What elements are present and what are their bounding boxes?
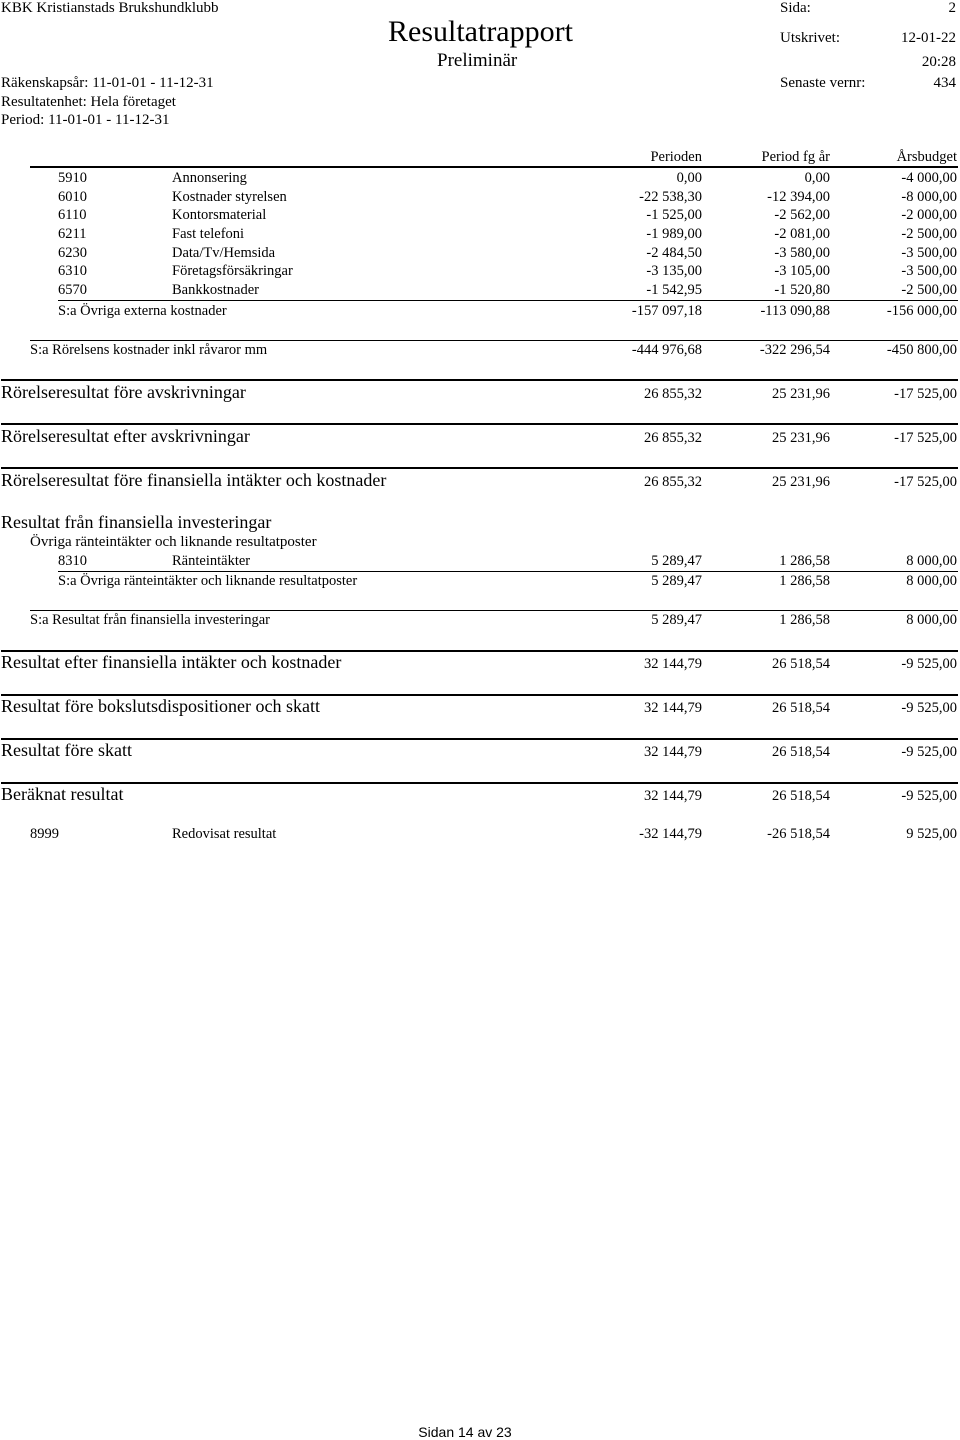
page-number: 2 bbox=[948, 0, 956, 16]
value-budget: -8 000,00 bbox=[901, 189, 957, 205]
account-code: 6570 bbox=[58, 282, 87, 298]
account-name: Bankkostnader bbox=[172, 282, 259, 298]
subtotal-label: S:a Övriga ränteintäkter och liknande resultatposter bbox=[58, 573, 358, 589]
table-row bbox=[0, 207, 960, 225]
total-label: Rörelseresultat före avskrivningar bbox=[1, 382, 246, 402]
account-name: Kontorsmaterial bbox=[172, 207, 267, 223]
value-prev-year: -113 090,88 bbox=[760, 303, 830, 319]
value-budget: -3 500,00 bbox=[901, 245, 957, 261]
subtotal-label: S:a Övriga externa kostnader bbox=[58, 303, 227, 319]
subtotal-row-operating-costs bbox=[0, 342, 960, 360]
value-budget: -2 000,00 bbox=[901, 207, 957, 223]
value-period: -3 135,00 bbox=[646, 263, 702, 279]
total-row-result-before-appropriations bbox=[0, 696, 960, 718]
result-unit: Resultatenhet: Hela företaget bbox=[1, 94, 176, 110]
subtotal-label: S:a Resultat från finansiella investeringar bbox=[30, 612, 270, 628]
value-period: -1 542,95 bbox=[646, 282, 702, 298]
account-code: 6010 bbox=[58, 189, 87, 205]
value-budget: -9 525,00 bbox=[901, 788, 957, 804]
value-period: 32 144,79 bbox=[644, 744, 702, 760]
account-name: Ränteintäkter bbox=[172, 553, 251, 569]
value-prev-year: 0,00 bbox=[804, 170, 830, 186]
value-budget: 8 000,00 bbox=[906, 553, 957, 569]
section-heading-financial: Resultat från finansiella investeringar bbox=[1, 512, 272, 532]
total-label: Resultat efter finansiella intäkter och kostnader bbox=[1, 652, 342, 672]
total-label: Rörelseresultat före finansiella intäkter och kostnader bbox=[1, 470, 387, 490]
total-row-result-before-tax bbox=[0, 740, 960, 762]
account-name: Annonsering bbox=[172, 170, 247, 186]
value-prev-year: 25 231,96 bbox=[772, 474, 830, 490]
value-budget: -17 525,00 bbox=[894, 386, 957, 402]
value-prev-year: -322 296,54 bbox=[759, 342, 830, 358]
printed-label: Utskrivet: bbox=[780, 30, 840, 46]
value-period: 5 289,47 bbox=[651, 612, 702, 628]
value-budget: -9 525,00 bbox=[901, 744, 957, 760]
table-row-reported-result bbox=[0, 826, 960, 844]
total-row-operating-after-depreciation bbox=[0, 426, 960, 448]
value-period: 0,00 bbox=[676, 170, 702, 186]
total-row-operating-before-financial bbox=[0, 470, 960, 492]
value-budget: -156 000,00 bbox=[886, 303, 957, 319]
total-label: Rörelseresultat efter avskrivningar bbox=[1, 426, 250, 446]
value-period: -32 144,79 bbox=[639, 826, 702, 842]
value-prev-year: 26 518,54 bbox=[772, 700, 830, 716]
header-rule bbox=[30, 166, 958, 168]
value-budget: -3 500,00 bbox=[901, 263, 957, 279]
value-prev-year: 25 231,96 bbox=[772, 430, 830, 446]
total-label: Beräknat resultat bbox=[1, 784, 124, 804]
account-code: 8310 bbox=[58, 553, 87, 569]
value-period: 26 855,32 bbox=[644, 386, 702, 402]
subtotal-row-interest bbox=[0, 573, 960, 591]
subsection-heading-interest: Övriga ränteintäkter och liknande resultatposter bbox=[30, 534, 317, 550]
account-code: 6310 bbox=[58, 263, 87, 279]
value-period: -22 538,30 bbox=[639, 189, 702, 205]
total-label: Resultat före bokslutsdispositioner och skatt bbox=[1, 696, 320, 716]
account-code: 6211 bbox=[58, 226, 87, 242]
subtotal-rule bbox=[58, 300, 958, 301]
value-prev-year: 1 286,58 bbox=[779, 553, 830, 569]
value-budget: -450 800,00 bbox=[886, 342, 957, 358]
total-row-operating-before-depreciation bbox=[0, 382, 960, 404]
subtotal-label: S:a Rörelsens kostnader inkl råvaror mm bbox=[30, 342, 268, 358]
printed-date: 12-01-22 bbox=[901, 30, 956, 46]
page-label: Sida: bbox=[780, 0, 811, 16]
account-code: 6230 bbox=[58, 245, 87, 261]
value-period: -1 989,00 bbox=[646, 226, 702, 242]
total-rule bbox=[1, 423, 958, 425]
value-prev-year: 26 518,54 bbox=[772, 656, 830, 672]
value-period: 26 855,32 bbox=[644, 430, 702, 446]
total-row-result-after-financial bbox=[0, 652, 960, 674]
value-period: -1 525,00 bbox=[646, 207, 702, 223]
value-budget: -9 525,00 bbox=[901, 656, 957, 672]
last-voucher-number: 434 bbox=[933, 75, 956, 91]
value-prev-year: -2 562,00 bbox=[774, 207, 830, 223]
account-name: Företagsförsäkringar bbox=[172, 263, 293, 279]
value-period: 32 144,79 bbox=[644, 656, 702, 672]
value-budget: -2 500,00 bbox=[901, 226, 957, 242]
value-prev-year: -3 580,00 bbox=[774, 245, 830, 261]
value-budget: -2 500,00 bbox=[901, 282, 957, 298]
subtotal-row-external-costs bbox=[0, 303, 960, 321]
value-prev-year: 25 231,96 bbox=[772, 386, 830, 402]
value-prev-year: -2 081,00 bbox=[774, 226, 830, 242]
table-row bbox=[0, 170, 960, 188]
total-rule bbox=[1, 379, 958, 381]
value-period: -157 097,18 bbox=[631, 303, 702, 319]
value-prev-year: -3 105,00 bbox=[774, 263, 830, 279]
organization-name: KBK Kristianstads Brukshundklubb bbox=[1, 0, 219, 16]
account-name: Kostnader styrelsen bbox=[172, 189, 287, 205]
subtotal-rule bbox=[30, 610, 958, 611]
table-row bbox=[0, 553, 960, 571]
value-period: -444 976,68 bbox=[631, 342, 702, 358]
value-prev-year: -26 518,54 bbox=[767, 826, 830, 842]
value-period: -2 484,50 bbox=[646, 245, 702, 261]
value-prev-year: -12 394,00 bbox=[767, 189, 830, 205]
report-period: Period: 11-01-01 - 11-12-31 bbox=[1, 112, 170, 128]
value-period: 32 144,79 bbox=[644, 700, 702, 716]
value-prev-year: -1 520,80 bbox=[774, 282, 830, 298]
value-period: 5 289,47 bbox=[651, 553, 702, 569]
value-period: 32 144,79 bbox=[644, 788, 702, 804]
subtotal-rule bbox=[58, 571, 958, 572]
fiscal-year: Räkenskapsår: 11-01-01 - 11-12-31 bbox=[1, 75, 214, 91]
account-code: 5910 bbox=[58, 170, 87, 186]
table-row bbox=[0, 245, 960, 263]
account-name: Redovisat resultat bbox=[172, 826, 277, 842]
page-footer: Sidan 14 av 23 bbox=[418, 1424, 512, 1440]
value-budget: -17 525,00 bbox=[894, 430, 957, 446]
subtotal-row-financial bbox=[0, 612, 960, 630]
last-voucher-label: Senaste vernr: bbox=[780, 75, 866, 91]
subtotal-rule bbox=[30, 340, 958, 341]
column-header-prev-year: Period fg år bbox=[761, 149, 830, 165]
report-title: Resultatrapport bbox=[388, 15, 573, 48]
value-budget: 8 000,00 bbox=[906, 573, 957, 589]
report-subtitle: Preliminär bbox=[437, 50, 518, 71]
value-budget: -4 000,00 bbox=[901, 170, 957, 186]
column-header-budget: Årsbudget bbox=[896, 149, 957, 165]
table-row bbox=[0, 282, 960, 300]
total-rule bbox=[1, 467, 958, 469]
value-budget: 8 000,00 bbox=[906, 612, 957, 628]
account-code: 8999 bbox=[30, 826, 59, 842]
total-row-calculated-result bbox=[0, 784, 960, 806]
value-period: 26 855,32 bbox=[644, 474, 702, 490]
table-row bbox=[0, 189, 960, 207]
value-budget: -17 525,00 bbox=[894, 474, 957, 490]
table-row bbox=[0, 263, 960, 281]
account-name: Data/Tv/Hemsida bbox=[172, 245, 276, 261]
value-prev-year: 26 518,54 bbox=[772, 744, 830, 760]
value-budget: 9 525,00 bbox=[906, 826, 957, 842]
account-code: 6110 bbox=[58, 207, 87, 223]
printed-time: 20:28 bbox=[921, 54, 956, 70]
table-row bbox=[0, 226, 960, 244]
value-period: 5 289,47 bbox=[651, 573, 702, 589]
value-prev-year: 1 286,58 bbox=[779, 573, 830, 589]
account-name: Fast telefoni bbox=[172, 226, 245, 242]
total-label: Resultat före skatt bbox=[1, 740, 132, 760]
value-prev-year: 26 518,54 bbox=[772, 788, 830, 804]
column-header-period: Perioden bbox=[650, 149, 702, 165]
value-prev-year: 1 286,58 bbox=[779, 612, 830, 628]
value-budget: -9 525,00 bbox=[901, 700, 957, 716]
